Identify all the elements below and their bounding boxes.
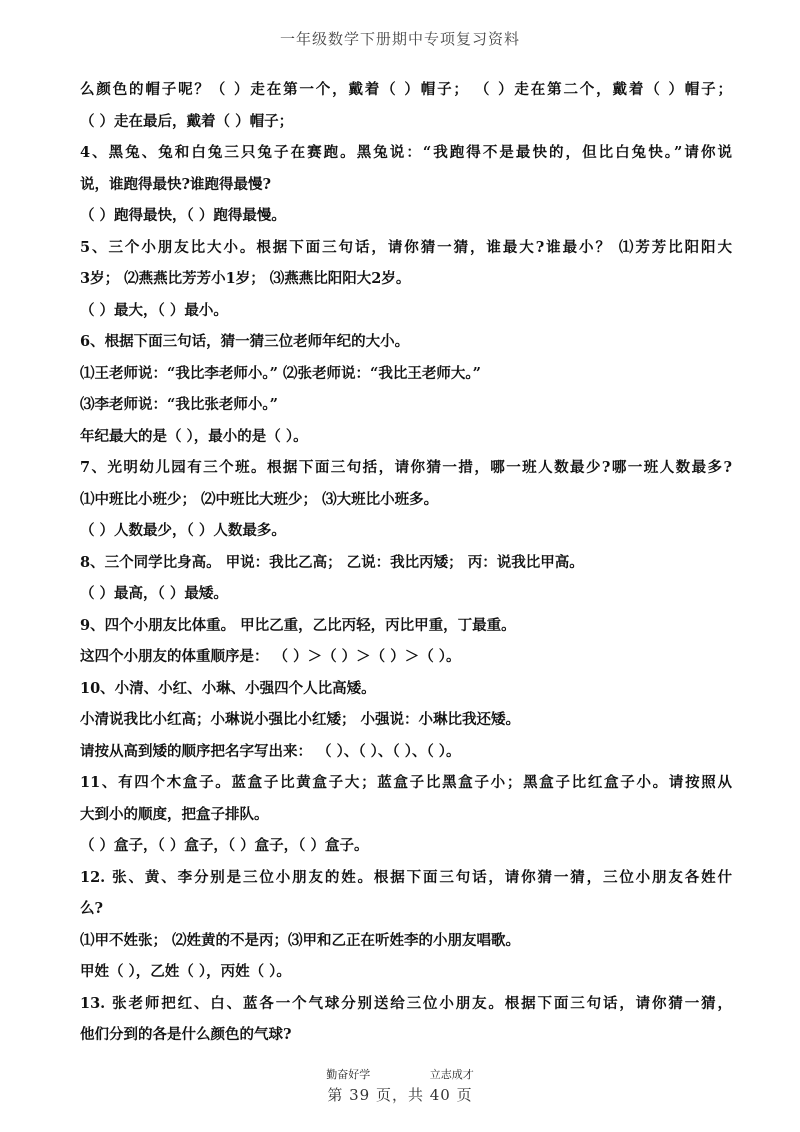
footer-motto bbox=[0, 1066, 800, 1082]
motto-left: 勤奋好学 bbox=[326, 1068, 371, 1081]
question-4-line: 4、黑兔、兔和白兔三只兔子在赛跑。黑兔说：“我跑得不是最快的，但比白兔快。”请你说 bbox=[80, 144, 732, 161]
answer-line: （ ）人数最少，（ ）人数最多。 bbox=[80, 522, 286, 539]
text-line: 大到小的顺度，把盒子排队。 bbox=[80, 805, 269, 823]
page-header-title: 一年级数学下册期中专项复习资料 bbox=[279, 30, 520, 48]
motto-right: 立志成才 bbox=[429, 1068, 474, 1081]
answer-line: 请按从高到矮的顺序把名字写出来： （ ）、（ ）、（ ）、（ ）。 bbox=[80, 742, 461, 760]
answer-line: （ ）跑得最快，（ ）跑得最慢。 bbox=[80, 207, 286, 224]
text-line: 3岁； ⑵燕燕比芳芳小1岁； ⑶燕燕比阳阳大2岁。 bbox=[80, 270, 411, 287]
question-11-line: 11、有四个木盒子。蓝盒子比黄盒子大；蓝盒子比黑盒子小；黑盒子比红盒子小。请按照从 bbox=[80, 774, 732, 791]
question-9-line: 9、四个小朋友比体重。 甲比乙重，乙比丙轻，丙比甲重，丁最重。 bbox=[80, 616, 516, 634]
answer-line: （ ）最大，（ ）最小。 bbox=[80, 301, 228, 319]
document-body bbox=[80, 74, 732, 1051]
answer-line: 这四个小朋友的体重顺序是： （ ）＞（ ）＞（ ）＞（ ）。 bbox=[80, 648, 461, 665]
text-line: 他们分到的各是什么颜色的气球? bbox=[80, 1026, 292, 1043]
answer-line: 甲姓（ ），乙姓（ ），丙姓（ ）。 bbox=[80, 963, 291, 980]
text-line: （ ）走在最后，戴着（ ）帽子； bbox=[80, 112, 294, 130]
question-7-line: 7、光明幼儿园有三个班。根据下面三句括，请你猜一措，哪一班人数最少?哪一班人数最多? bbox=[80, 459, 732, 476]
text-line: 说，谁跑得最快?谁跑得最慢? bbox=[80, 175, 271, 193]
answer-line: 年纪最大的是（ ），最小的是（ ）。 bbox=[80, 427, 308, 445]
question-6-line: 6、根据下面三句话，猜一猜三位老师年纪的大小。 bbox=[80, 333, 410, 350]
text-line: ⑴王老师说：“我比李老师小。” ⑵张老师说：“我比王老师大。” bbox=[80, 364, 481, 382]
question-5-line: 5、三个小朋友比大小。根据下面三句话，请你猜一猜，谁最大?谁最小？ ⑴芳芳比阳阳大 bbox=[80, 238, 732, 256]
question-13-line: 13. 张老师把红、白、蓝各一个气球分别送给三位小朋友。根据下面三句话，请你猜一猜， bbox=[80, 994, 732, 1012]
text-line: 么? bbox=[80, 900, 103, 917]
question-8-line: 8、三个同学比身高。 甲说：我比乙高； 乙说：我比丙矮； 丙：说我比甲高。 bbox=[80, 553, 584, 571]
text-line: 么颜色的帽子呢？（ ）走在第一个，戴着（ ）帽子； （ ）走在第二个，戴着（ ）帽子； bbox=[80, 81, 732, 98]
answer-line: （ ）盒子，（ ）盒子，（ ）盒子，（ ）盒子。 bbox=[80, 837, 369, 854]
page-number: 第 39 页，共 40 页 bbox=[327, 1086, 473, 1104]
question-12-line: 12. 张、黄、李分别是三位小朋友的姓。根据下面三句话，请你猜一猜，三位小朋友各姓什 bbox=[80, 868, 732, 886]
text-line: ⑴中班比小班少； ⑵中班比大班少； ⑶大班比小班多。 bbox=[80, 490, 439, 508]
question-10-line: 10、小清、小红、小琳、小强四个人比高矮。 bbox=[80, 679, 376, 697]
answer-line: （ ）最高，（ ）最矮。 bbox=[80, 585, 228, 602]
text-line: ⑶李老师说：“我比张老师小。” bbox=[80, 396, 278, 413]
text-line: 小清说我比小红高；小琳说小强比小红矮； 小强说：小琳比我还矮。 bbox=[80, 711, 521, 728]
text-line: ⑴甲不姓张； ⑵姓黄的不是丙；⑶甲和乙正在听姓李的小朋友唱歌。 bbox=[80, 931, 521, 949]
